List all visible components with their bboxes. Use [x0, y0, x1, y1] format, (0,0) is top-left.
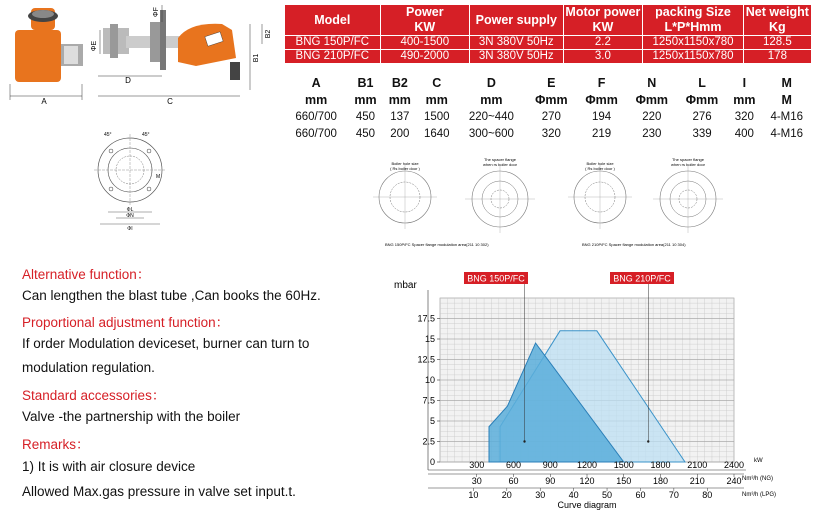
chart-xtick-lpg-label: 70	[668, 490, 679, 500]
chart-ytick-label: 5	[429, 416, 435, 426]
pressure-curve-chart	[368, 268, 815, 525]
remarks-title: Remarks：	[22, 437, 90, 452]
chart-xtick-lpg-label: 40	[568, 490, 579, 500]
dim-label-A: A	[41, 97, 47, 106]
chart-title: Curve diagram	[557, 500, 617, 510]
dim-row: 660/700 450 200 1640 300~600 320 219 230 339 400 4-M16	[295, 127, 804, 140]
chart-xtick-kw-label: 2100	[687, 460, 708, 470]
remarks-body-2: Allowed Max.gas pressure in valve set input.t.	[22, 484, 296, 499]
chart-legend-dot	[523, 440, 525, 442]
spec-row: BNG 150P/FC 400-1500 3N 380V 50Hz 2.2 1250x1150x780 128.5	[285, 36, 812, 50]
chart-xtick-ng-label: 240	[726, 476, 742, 486]
prop-adjust-title: Proportional adjustment function：	[22, 315, 230, 330]
flange-hole-drawing	[90, 128, 170, 233]
chart-lpg-unit: Nm³/h (LPG)	[742, 492, 777, 498]
spec-header-cell: Model	[285, 5, 381, 36]
flange-left-spacer-sub: when rs boiler door	[482, 162, 518, 167]
spec-table-header	[285, 5, 812, 36]
chart-xtick-ng-label: 150	[616, 476, 632, 486]
burner-side-view	[10, 8, 83, 100]
chart-ytick-label: 12.5	[417, 354, 435, 365]
chart-xtick-lpg-label: 80	[702, 490, 713, 500]
chart-legend-dot	[647, 440, 649, 442]
dim-row: 660/700 450 137 1500 220~440 270 194 220 276 320 4-M16	[295, 110, 804, 123]
chart-xtick-kw-label: 600	[505, 460, 522, 470]
flange-angle-left: 45°	[104, 132, 112, 138]
std-accessories-title: Standard accessories：	[22, 388, 166, 403]
flange-label-L: ΦL	[126, 207, 134, 213]
chart-ytick-label: 2.5	[422, 436, 435, 447]
flange-left-spacer: The spacer flange	[483, 157, 517, 162]
flange-left-caption: BNG 150P/FC Spacer flange modulation area(211 10 302)	[385, 242, 489, 247]
flange-right-spacer: The spacer flange	[671, 157, 705, 162]
flange-angle-right: 45°	[142, 132, 150, 138]
flange-right-caption: BNG 210P/FC Spacer flange modulation area(211 10 304)	[582, 242, 686, 247]
dim-label-D: D	[125, 76, 131, 85]
chart-ng-unit: Nm³/h (NG)	[742, 476, 773, 482]
chart-ytick-label: 0	[429, 457, 435, 467]
flange-right-spacer-sub: when rs boiler door	[670, 162, 706, 167]
chart-ytick-label: 15	[424, 334, 435, 344]
dim-units-row: mm mm mm mm mm Φmm Φmm Φmm Φmm mm M	[305, 92, 792, 107]
spec-header-cell: Power KW	[380, 5, 470, 36]
dim-label-B2: B2	[265, 29, 272, 39]
chart-xtick-ng-label: 90	[545, 476, 556, 486]
chart-xtick-lpg-label: 50	[602, 490, 613, 500]
flange-label-N: ΦN	[126, 213, 134, 219]
chart-ytick-label: 17.5	[417, 313, 435, 324]
flange-label-M: M	[156, 174, 161, 180]
flange-right-boiler-hole: Boiler hole size	[586, 161, 614, 166]
chart-xtick-kw-label: 900	[542, 460, 558, 470]
alt-function-title: Alternative function：	[22, 267, 151, 282]
chart-ylabel: mbar	[394, 280, 417, 291]
chart-xtick-kw-label: 300	[469, 460, 485, 470]
dim-label-B1: B1	[253, 53, 260, 63]
burner-long-view	[98, 5, 262, 96]
burner-dimension-drawing	[0, 0, 284, 112]
prop-adjust-body-1: If order Modulation deviceset, burner can turn to	[22, 336, 310, 351]
chart-xtick-ng-label: 60	[508, 476, 519, 486]
spec-header-cell: packing Size L*P*Hmm	[643, 5, 743, 36]
chart-legend-label: BNG 210P/FC	[613, 273, 671, 284]
chart-ytick-label: 10	[424, 375, 435, 385]
spec-row: BNG 210P/FC 490-2000 3N 380V 50Hz 3.0 1250x1150x780 178	[285, 50, 812, 64]
chart-kw-unit: kW	[754, 458, 763, 464]
flange-diagram-left	[365, 155, 555, 250]
std-accessories-body: Valve -the partnership with the boiler	[22, 409, 241, 424]
remarks-body-1: 1) It is with air closure device	[22, 459, 196, 474]
chart-xtick-ng-label: 180	[652, 476, 669, 486]
chart-xtick-kw-label: 2400	[723, 460, 745, 470]
flange-right-boiler-hole-sub: ( Rs boiler door )	[585, 166, 615, 171]
dim-label-C: C	[167, 97, 173, 106]
dim-letters-row: A B1 B2 C D E F N L I M	[311, 75, 792, 90]
flange-left-boiler-hole-sub: ( Rs boiler door )	[390, 166, 420, 171]
dimension-table	[284, 74, 812, 142]
chart-xtick-lpg-label: 10	[468, 490, 479, 500]
flange-label-I: ΦI	[127, 226, 133, 232]
spec-table	[284, 4, 812, 64]
chart-xtick-kw-label: 1200	[576, 460, 598, 470]
chart-legend-label: BNG 150P/FC	[467, 273, 525, 284]
chart-xtick-lpg-label: 30	[535, 490, 546, 500]
flange-left-boiler-hole: Boiler hole size	[391, 161, 419, 166]
chart-xtick-lpg-label: 20	[501, 490, 512, 500]
chart-xtick-ng-label: 30	[471, 476, 482, 486]
spec-header-cell: Net weight Kg	[743, 5, 811, 36]
alt-function-body: Can lengthen the blast tube ,Can books the 60Hz.	[22, 288, 321, 303]
chart-xtick-lpg-label: 60	[635, 490, 646, 500]
prop-adjust-body-2: modulation regulation.	[22, 360, 155, 375]
flange-diagram-right	[560, 155, 750, 250]
chart-xtick-kw-label: 1500	[613, 460, 634, 470]
chart-ytick-label: 7.5	[422, 395, 435, 406]
spec-header-cell: Power supply	[470, 5, 563, 36]
chart-xtick-ng-label: 210	[689, 476, 705, 486]
dim-label-F: ΦF	[153, 7, 160, 17]
spec-header-cell: Motor power KW	[563, 5, 643, 36]
chart-xtick-kw-label: 1800	[650, 460, 671, 470]
chart-xtick-ng-label: 120	[579, 476, 595, 486]
dim-label-E: ΦE	[91, 40, 98, 52]
